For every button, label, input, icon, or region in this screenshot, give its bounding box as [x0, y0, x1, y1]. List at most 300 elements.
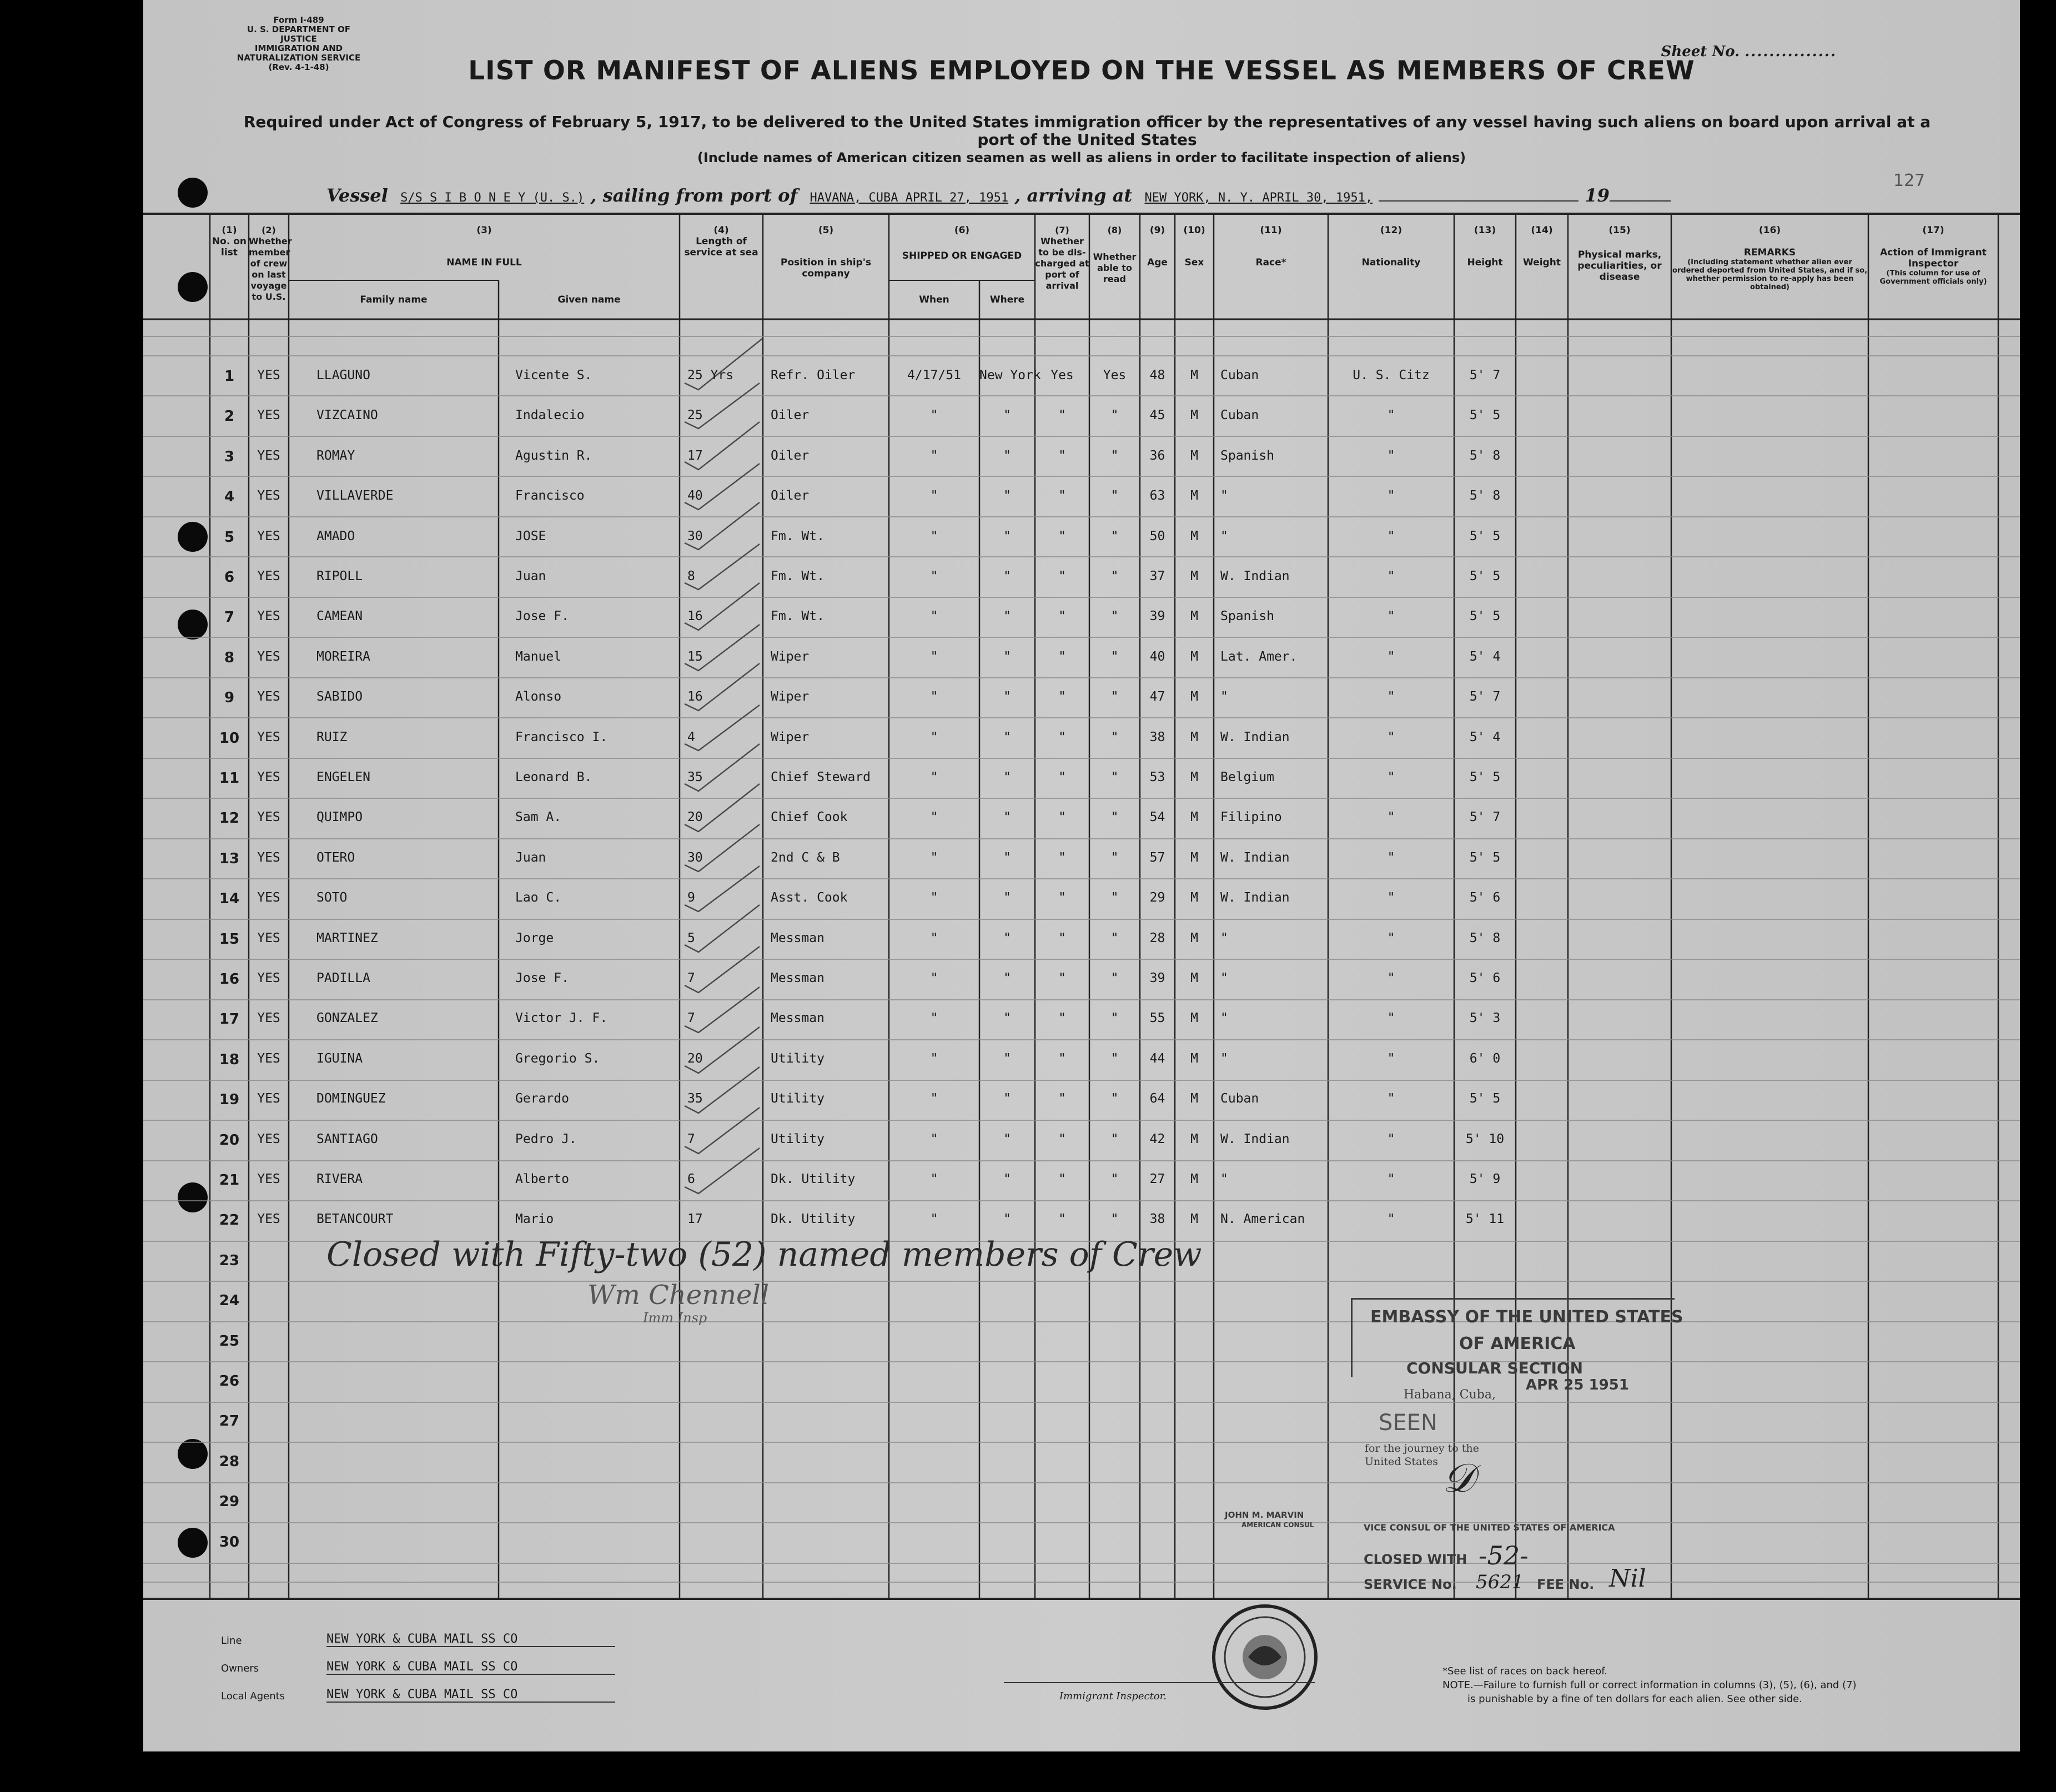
- cell-read: ": [1110, 609, 1119, 624]
- cell-family: AMADO: [316, 528, 355, 543]
- col-header-2: (2) Whether member of crew on last voyage to U.S.: [249, 225, 292, 302]
- cell-family: ROMAY: [316, 448, 355, 463]
- cell-read: ": [1110, 1051, 1119, 1066]
- cell-position: Oiler: [771, 408, 810, 423]
- cell-disch: ": [1058, 810, 1066, 825]
- cell-race: Cuban: [1220, 408, 1259, 423]
- cell-given: Jose F.: [515, 971, 569, 985]
- cell-where: ": [1003, 971, 1011, 985]
- cell-position: Utility: [771, 1131, 825, 1146]
- cell-height: 5' 5: [1469, 528, 1501, 543]
- cell-disch: ": [1058, 770, 1066, 784]
- cell-sex: M: [1190, 850, 1198, 865]
- cell-disch: ": [1058, 569, 1066, 583]
- cell-last: YES: [257, 1212, 280, 1227]
- cell-when: ": [930, 408, 938, 423]
- cell-n: 22: [219, 1212, 240, 1229]
- cell-service: 7: [687, 1131, 695, 1146]
- department: U. S. DEPARTMENT OF JUSTICE: [247, 24, 351, 44]
- stamp-date: APR 25 1951: [1526, 1377, 1629, 1393]
- col-header-9: (9) Age: [1147, 225, 1168, 268]
- cell-sex: M: [1190, 1091, 1198, 1106]
- races-note: *See list of races on back hereof.: [1442, 1665, 1607, 1677]
- cell-read: ": [1110, 930, 1119, 945]
- cell-n: 11: [219, 770, 240, 787]
- cell-where: New York: [979, 368, 1041, 382]
- col-header-12: (12) Nationality: [1361, 225, 1421, 268]
- cell-read: ": [1110, 489, 1119, 504]
- cell-race: ": [1220, 528, 1228, 543]
- cell-where: ": [1003, 729, 1011, 744]
- cell-where: ": [1003, 448, 1011, 463]
- cell-race: W. Indian: [1220, 890, 1290, 905]
- cell-nat: ": [1387, 930, 1395, 945]
- cell-service: 4: [687, 729, 695, 744]
- cell-given: Indalecio: [515, 408, 585, 423]
- cell-nat: ": [1387, 890, 1395, 905]
- cell-n: 6: [224, 569, 235, 586]
- col-header-where: Where: [989, 294, 1025, 305]
- col-header-10: (10) Sex: [1183, 225, 1205, 268]
- col-header-16: (16) REMARKS (Including statement whether alien ever ordered deported from United States, and if so, whether permission to re-apply has been obtained): [1672, 225, 1868, 291]
- cell-when: ": [930, 609, 938, 624]
- col-header-7: (7) Whether to be dis-charged at port of arrival: [1035, 225, 1089, 291]
- cell-read: ": [1110, 850, 1119, 865]
- cell-given: Vicente S.: [515, 368, 592, 382]
- arrival-port: NEW YORK, N. Y. APRIL 30, 1951,: [1144, 191, 1373, 205]
- cell-height: 5' 6: [1469, 890, 1501, 905]
- cell-position: Fm. Wt.: [771, 528, 825, 543]
- cell-disch: ": [1058, 689, 1066, 704]
- cell-service: 25: [687, 408, 703, 423]
- cell-when: ": [930, 689, 938, 704]
- cell-height: 5' 10: [1465, 1131, 1505, 1146]
- cell-where: ": [1003, 528, 1011, 543]
- cell-when: ": [930, 1011, 938, 1026]
- cell-age: 36: [1149, 448, 1165, 463]
- cell-when: ": [930, 448, 938, 463]
- cell-n: 18: [219, 1051, 240, 1068]
- cell-last: YES: [257, 689, 280, 704]
- col-header-3: (3) NAME IN FULL: [446, 225, 522, 268]
- vessel-name: S/S S I B O N E Y (U. S.): [400, 191, 585, 205]
- cell-age: 50: [1149, 528, 1165, 543]
- cell-height: 5' 3: [1469, 1011, 1501, 1026]
- cell-nat: ": [1387, 971, 1395, 985]
- cell-nat: ": [1387, 528, 1395, 543]
- cell-race: ": [1220, 1172, 1228, 1186]
- cell-n: 9: [224, 689, 235, 707]
- cell-where: ": [1003, 930, 1011, 945]
- row-number: 26: [219, 1373, 240, 1390]
- consul-name: JOHN M. MARVIN: [1225, 1510, 1304, 1520]
- cell-sex: M: [1190, 1051, 1198, 1066]
- cell-race: W. Indian: [1220, 1131, 1290, 1146]
- cell-disch: ": [1058, 1172, 1066, 1186]
- stamp-consular: CONSULAR SECTION: [1406, 1359, 1584, 1377]
- agents-label: Local Agents: [221, 1690, 285, 1702]
- cell-age: 27: [1149, 1172, 1165, 1186]
- handwritten-closing: Closed with Fifty-two (52) named members of Crew: [326, 1235, 1202, 1274]
- cell-nat: ": [1387, 649, 1395, 664]
- cell-age: 28: [1149, 930, 1165, 945]
- cell-when: ": [930, 770, 938, 784]
- cell-when: ": [930, 1131, 938, 1146]
- stamp-seen: SEEN: [1379, 1410, 1437, 1436]
- stamp-city: Habana, Cuba,: [1404, 1388, 1496, 1402]
- cell-service: 40: [687, 489, 703, 504]
- cell-age: 63: [1149, 489, 1165, 504]
- cell-read: ": [1110, 1091, 1119, 1106]
- col-header-13: (13) Height: [1467, 225, 1503, 268]
- cell-where: ": [1003, 1172, 1011, 1186]
- manifest-sheet: [143, 0, 2020, 1751]
- cell-sex: M: [1190, 890, 1198, 905]
- cell-nat: ": [1387, 569, 1395, 583]
- cell-race: ": [1220, 489, 1228, 504]
- cell-family: DOMINGUEZ: [316, 1091, 386, 1106]
- cell-position: Dk. Utility: [771, 1172, 856, 1186]
- cell-position: Messman: [771, 971, 825, 985]
- cell-age: 42: [1149, 1131, 1165, 1146]
- cell-nat: ": [1387, 850, 1395, 865]
- cell-family: RIPOLL: [316, 569, 363, 583]
- cell-where: ": [1003, 1051, 1011, 1066]
- cell-when: 4/17/51: [907, 368, 961, 382]
- col-header-4: (4) Length of service at sea: [684, 225, 758, 258]
- cell-last: YES: [257, 1051, 280, 1066]
- cell-last: YES: [257, 489, 280, 504]
- revision: (Rev. 4-1-48): [268, 62, 329, 72]
- cell-race: W. Indian: [1220, 850, 1290, 865]
- cell-family: SABIDO: [316, 689, 363, 704]
- cell-given: Lao C.: [515, 890, 562, 905]
- cell-where: ": [1003, 408, 1011, 423]
- cell-height: 5' 7: [1469, 689, 1501, 704]
- cell-nat: ": [1387, 689, 1395, 704]
- cell-read: ": [1110, 1212, 1119, 1227]
- cell-when: ": [930, 649, 938, 664]
- cell-service: 30: [687, 528, 703, 543]
- owners-value: NEW YORK & CUBA MAIL SS CO: [326, 1660, 615, 1675]
- cell-disch: ": [1058, 408, 1066, 423]
- consul-title: AMERICAN CONSUL: [1241, 1521, 1314, 1529]
- cell-where: ": [1003, 609, 1011, 624]
- cell-given: Juan: [515, 850, 546, 865]
- cell-family: IGUINA: [316, 1051, 363, 1066]
- cell-last: YES: [257, 1131, 280, 1146]
- cell-race: W. Indian: [1220, 729, 1290, 744]
- cell-nat: ": [1387, 810, 1395, 825]
- cell-n: 17: [219, 1011, 240, 1028]
- cell-disch: ": [1058, 930, 1066, 945]
- closed-with-label: CLOSED WITH: [1364, 1552, 1467, 1567]
- col-header-17: (17) Action of Immigrant Inspector (This column for use of Government officials only): [1879, 225, 1987, 286]
- cell-nat: ": [1387, 489, 1395, 504]
- cell-sex: M: [1190, 1172, 1198, 1186]
- cell-age: 53: [1149, 770, 1165, 784]
- cell-position: Messman: [771, 930, 825, 945]
- cell-sex: M: [1190, 729, 1198, 744]
- cell-last: YES: [257, 609, 280, 624]
- inspector-title: Imm Insp: [643, 1310, 707, 1326]
- col-header-8: (8) Whether able to read: [1093, 225, 1137, 284]
- cell-read: ": [1110, 528, 1119, 543]
- col-header-5: (5) Position in ship's company: [780, 225, 872, 279]
- cell-given: Jorge: [515, 930, 554, 945]
- cell-family: RUIZ: [316, 729, 348, 744]
- row-number: 23: [219, 1252, 240, 1269]
- agents-value: NEW YORK & CUBA MAIL SS CO: [326, 1688, 615, 1703]
- page-title: LIST OR MANIFEST OF ALIENS EMPLOYED ON THE VESSEL AS MEMBERS OF CREW: [468, 56, 1695, 86]
- cell-last: YES: [257, 408, 280, 423]
- cell-sex: M: [1190, 489, 1198, 504]
- col-header-11: (11) Race*: [1255, 225, 1286, 268]
- cell-race: Spanish: [1220, 609, 1274, 624]
- cell-age: 29: [1149, 890, 1165, 905]
- service-no-value: 5621: [1476, 1571, 1524, 1593]
- cell-disch: ": [1058, 1011, 1066, 1026]
- cell-age: 54: [1149, 810, 1165, 825]
- cell-last: YES: [257, 729, 280, 744]
- cell-service: 17: [687, 1212, 703, 1227]
- official-seal: [1209, 1602, 1320, 1713]
- cell-nat: ": [1387, 1051, 1395, 1066]
- cell-service: 7: [687, 971, 695, 985]
- cell-height: 5' 4: [1469, 729, 1501, 744]
- cell-position: Wiper: [771, 649, 810, 664]
- cell-sex: M: [1190, 528, 1198, 543]
- line-label: Line: [221, 1635, 242, 1647]
- cell-service: 7: [687, 1011, 695, 1026]
- stamp-journey: for the journey to the: [1365, 1442, 1479, 1454]
- vice-consul-line: VICE CONSUL OF THE UNITED STATES OF AMERICA: [1364, 1522, 1615, 1533]
- cell-race: Lat. Amer.: [1220, 649, 1298, 664]
- cell-age: 38: [1149, 1212, 1165, 1227]
- cell-when: ": [930, 850, 938, 865]
- cell-position: Dk. Utility: [771, 1212, 856, 1227]
- cell-where: ": [1003, 649, 1011, 664]
- cell-when: ": [930, 569, 938, 583]
- cell-race: Filipino: [1220, 810, 1282, 825]
- cell-when: ": [930, 890, 938, 905]
- cell-read: ": [1110, 770, 1119, 784]
- cell-given: Jose F.: [515, 609, 569, 624]
- cell-n: 21: [219, 1172, 240, 1189]
- cell-sex: M: [1190, 930, 1198, 945]
- cell-age: 37: [1149, 569, 1165, 583]
- cell-last: YES: [257, 1172, 280, 1186]
- cell-when: ": [930, 528, 938, 543]
- cell-read: ": [1110, 689, 1119, 704]
- cell-n: 7: [224, 609, 235, 626]
- cell-n: 8: [224, 649, 235, 666]
- cell-height: 5' 7: [1469, 810, 1501, 825]
- cell-sex: M: [1190, 448, 1198, 463]
- cell-family: PADILLA: [316, 971, 370, 985]
- cell-where: ": [1003, 770, 1011, 784]
- cell-race: N. American: [1220, 1212, 1305, 1227]
- cell-where: ": [1003, 489, 1011, 504]
- cell-position: Fm. Wt.: [771, 609, 825, 624]
- cell-given: Manuel: [515, 649, 562, 664]
- cell-sex: M: [1190, 770, 1198, 784]
- cell-family: VILLAVERDE: [316, 489, 394, 504]
- cell-family: RIVERA: [316, 1172, 363, 1186]
- cell-given: Gerardo: [515, 1091, 569, 1106]
- closed-with-value: -52-: [1479, 1541, 1529, 1570]
- cell-family: SANTIAGO: [316, 1131, 378, 1146]
- cell-service: 15: [687, 649, 703, 664]
- cell-given: Mario: [515, 1212, 554, 1227]
- cell-age: 64: [1149, 1091, 1165, 1106]
- cell-race: ": [1220, 1051, 1228, 1066]
- cell-race: Cuban: [1220, 368, 1259, 382]
- cell-nat: ": [1387, 770, 1395, 784]
- cell-read: ": [1110, 890, 1119, 905]
- cell-where: ": [1003, 569, 1011, 583]
- cell-nat: ": [1387, 1172, 1395, 1186]
- cell-where: ": [1003, 1011, 1011, 1026]
- cell-given: Juan: [515, 569, 546, 583]
- cell-age: 44: [1149, 1051, 1165, 1066]
- cell-when: ": [930, 1212, 938, 1227]
- cell-last: YES: [257, 1011, 280, 1026]
- cell-n: 10: [219, 729, 240, 747]
- cell-where: ": [1003, 689, 1011, 704]
- cell-sex: M: [1190, 689, 1198, 704]
- cell-when: ": [930, 1051, 938, 1066]
- cell-given: Sam A.: [515, 810, 562, 825]
- cell-disch: ": [1058, 609, 1066, 624]
- cell-last: YES: [257, 770, 280, 784]
- consul-signature: 𝒟: [1442, 1454, 1475, 1501]
- cell-height: 5' 6: [1469, 971, 1501, 985]
- cell-read: ": [1110, 971, 1119, 985]
- row-number: 24: [219, 1292, 240, 1310]
- cell-family: GONZALEZ: [316, 1011, 378, 1026]
- cell-family: MOREIRA: [316, 649, 370, 664]
- cell-read: ": [1110, 408, 1119, 423]
- cell-race: ": [1220, 971, 1228, 985]
- cell-n: 14: [219, 890, 240, 908]
- cell-position: Messman: [771, 1011, 825, 1026]
- cell-position: Asst. Cook: [771, 890, 848, 905]
- cell-n: 20: [219, 1131, 240, 1149]
- cell-height: 5' 8: [1469, 448, 1501, 463]
- cell-n: 12: [219, 810, 240, 827]
- cell-position: Utility: [771, 1051, 825, 1066]
- cell-sex: M: [1190, 1212, 1198, 1227]
- cell-last: YES: [257, 1091, 280, 1106]
- cell-age: 40: [1149, 649, 1165, 664]
- form-number: Form I-489: [273, 15, 324, 25]
- cell-when: ": [930, 971, 938, 985]
- cell-read: ": [1110, 810, 1119, 825]
- cell-when: ": [930, 930, 938, 945]
- cell-nat: U. S. Citz: [1353, 368, 1430, 382]
- line-value: NEW YORK & CUBA MAIL SS CO: [326, 1632, 615, 1647]
- cell-read: Yes: [1103, 368, 1127, 382]
- cell-nat: ": [1387, 1091, 1395, 1106]
- cell-given: Gregorio S.: [515, 1051, 600, 1066]
- cell-age: 47: [1149, 689, 1165, 704]
- cell-family: MARTINEZ: [316, 930, 378, 945]
- cell-family: CAMEAN: [316, 609, 363, 624]
- row-number: 30: [219, 1533, 240, 1551]
- stamp-embassy: EMBASSY OF THE UNITED STATES: [1370, 1307, 1683, 1327]
- cell-position: Chief Cook: [771, 810, 848, 825]
- fee-no-label: FEE No.: [1537, 1577, 1595, 1592]
- cell-last: YES: [257, 448, 280, 463]
- cell-family: LLAGUNO: [316, 368, 370, 382]
- cell-height: 5' 11: [1465, 1212, 1505, 1227]
- cell-last: YES: [257, 569, 280, 583]
- cell-height: 5' 5: [1469, 408, 1501, 423]
- cell-given: Alberto: [515, 1172, 569, 1186]
- cell-sex: M: [1190, 1131, 1198, 1146]
- cell-disch: ": [1058, 649, 1066, 664]
- cell-age: 39: [1149, 971, 1165, 985]
- cell-position: Oiler: [771, 448, 810, 463]
- cell-race: ": [1220, 930, 1228, 945]
- cell-service: 30: [687, 850, 703, 865]
- cell-last: YES: [257, 810, 280, 825]
- cell-last: YES: [257, 930, 280, 945]
- cell-service: 8: [687, 569, 695, 583]
- cell-height: 5' 7: [1469, 368, 1501, 382]
- cell-given: Alonso: [515, 689, 562, 704]
- cell-last: YES: [257, 528, 280, 543]
- cell-nat: ": [1387, 609, 1395, 624]
- cell-where: ": [1003, 810, 1011, 825]
- cell-age: 48: [1149, 368, 1165, 382]
- cell-disch: ": [1058, 448, 1066, 463]
- cell-given: Victor J. F.: [515, 1011, 608, 1026]
- vessel-line: Vessel S/S S I B O N E Y (U. S.) , sailing from port of HAVANA, CUBA APRIL 27, 1951 , arriving at NEW YORK, N. Y. APRIL 30, 1951, 19: [326, 185, 1671, 206]
- cell-service: 9: [687, 890, 695, 905]
- cell-n: 13: [219, 850, 240, 867]
- cell-read: ": [1110, 448, 1119, 463]
- cell-read: ": [1110, 1011, 1119, 1026]
- cell-last: YES: [257, 649, 280, 664]
- cell-family: ENGELEN: [316, 770, 370, 784]
- cell-position: Wiper: [771, 729, 810, 744]
- service: IMMIGRATION AND NATURALIZATION SERVICE: [237, 43, 361, 63]
- cell-read: ": [1110, 1172, 1119, 1186]
- stamp-america: OF AMERICA: [1459, 1334, 1576, 1353]
- cell-disch: ": [1058, 1091, 1066, 1106]
- cell-age: 55: [1149, 1011, 1165, 1026]
- cell-race: ": [1220, 1011, 1228, 1026]
- cell-sex: M: [1190, 368, 1198, 382]
- cell-service: 6: [687, 1172, 695, 1186]
- cell-disch: ": [1058, 1212, 1066, 1227]
- cell-service: 20: [687, 1051, 703, 1066]
- row-number: 25: [219, 1332, 240, 1350]
- cell-sex: M: [1190, 810, 1198, 825]
- cell-disch: Yes: [1050, 368, 1074, 382]
- cell-race: Belgium: [1220, 770, 1274, 784]
- cell-where: ": [1003, 1212, 1011, 1227]
- cell-age: 45: [1149, 408, 1165, 423]
- col-header-6: (6) SHIPPED OR ENGAGED: [902, 225, 1022, 261]
- cell-service: 5: [687, 930, 695, 945]
- col-header-when: When: [919, 294, 949, 305]
- cell-position: Utility: [771, 1091, 825, 1106]
- cell-service: 25 Yrs: [687, 368, 734, 382]
- page-subtitle: Required under Act of Congress of February 5, 1917, to be delivered to the United States immigration officer by the representatives of any vessel having such aliens on board upon arrival at a port of the United States: [243, 113, 1931, 149]
